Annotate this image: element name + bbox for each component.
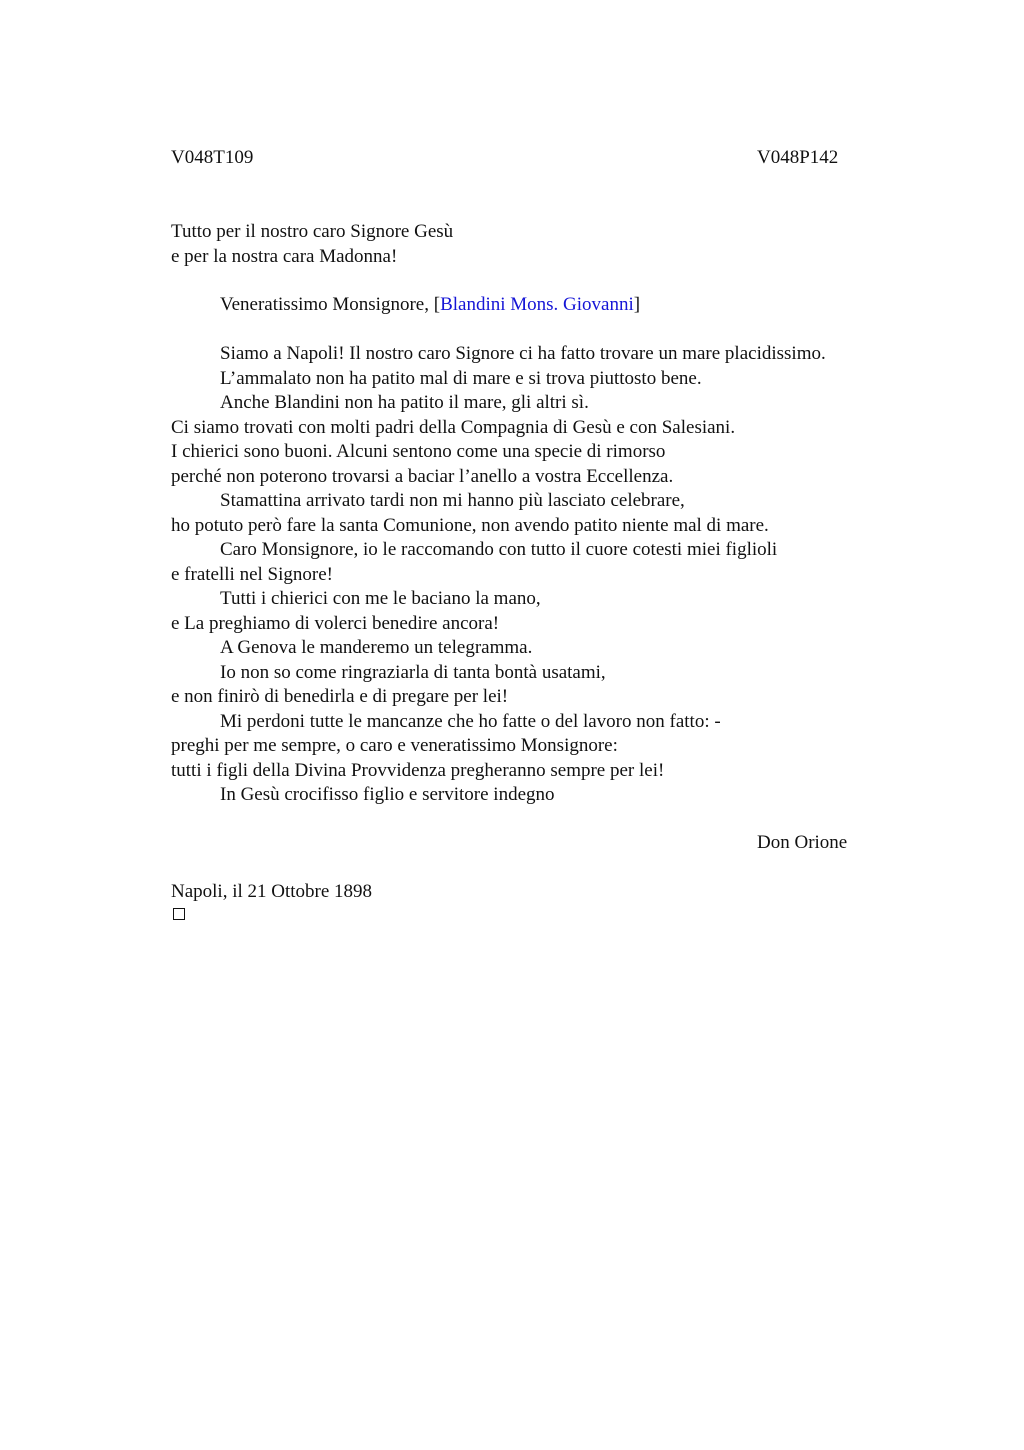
- body-line: tutti i figli della Divina Provvidenza pregheranno sempre per lei!: [171, 759, 665, 781]
- dedication-line: e per la nostra cara Madonna!: [171, 245, 398, 267]
- body-line: e non finirò di benedirla e di pregare per lei!: [171, 686, 509, 707]
- end-marker-box: [173, 908, 185, 920]
- salutation-text: Veneratissimo Monsignore,: [220, 294, 434, 315]
- document-code-left: V048T109: [171, 147, 254, 168]
- body-line: In Gesù crocifisso figlio e servitore indegno: [220, 784, 555, 805]
- body-line: Caro Monsignore, io le raccomando con tutto il cuore cotesti miei figlioli: [220, 539, 778, 560]
- bracket-open: [: [433, 294, 441, 315]
- body-line: L’ammalato non ha patito mal di mare e si trova piuttosto bene.: [220, 367, 702, 389]
- body-line: perché non poterono trovarsi a baciar l’anello a vostra Eccellenza.: [171, 465, 674, 487]
- salutation: [220, 293, 640, 317]
- body-line: Tutti i chierici con me le baciano la mano,: [220, 588, 541, 609]
- body-line: A Genova le manderemo un telegramma.: [220, 637, 533, 658]
- body-line: preghi per me sempre, o caro e veneratissimo Monsignore:: [171, 735, 618, 756]
- body-line: I chierici sono buoni. Alcuni sentono come una specie di rimorso: [171, 441, 666, 462]
- bracket-close: ]: [633, 294, 641, 315]
- body-line: Siamo a Napoli! Il nostro caro Signore ci ha fatto trovare un mare placidissimo.: [220, 343, 826, 364]
- body-line: Io non so come ringraziarla di tanta bontà usatami,: [220, 661, 606, 683]
- dedication: [171, 220, 453, 269]
- place-date: Napoli, il 21 Ottobre 1898: [171, 881, 373, 902]
- body-line: Ci siamo trovati con molti padri della Compagnia di Gesù e con Salesiani.: [171, 416, 736, 438]
- body-line: ho potuto però fare la santa Comunione, non avendo patito niente mal di mare.: [171, 514, 769, 536]
- body-line: Anche Blandini non ha patito il mare, gli altri sì.: [220, 392, 589, 413]
- signature: Don Orione: [757, 832, 848, 853]
- document-code-right: V048P142: [757, 147, 839, 168]
- body-line: e fratelli nel Signore!: [171, 563, 333, 585]
- body-line: e La preghiamo di volerci benedire ancora!: [171, 612, 500, 634]
- body-line: Mi perdoni tutte le mancanze che ho fatte o del lavoro non fatto: -: [220, 710, 721, 732]
- letter-body: [171, 342, 826, 808]
- dedication-line: Tutto per il nostro caro Signore Gesù: [171, 221, 454, 242]
- recipient-link[interactable]: Blandini Mons. Giovanni: [440, 294, 634, 315]
- body-line: Stamattina arrivato tardi non mi hanno più lasciato celebrare,: [220, 490, 685, 511]
